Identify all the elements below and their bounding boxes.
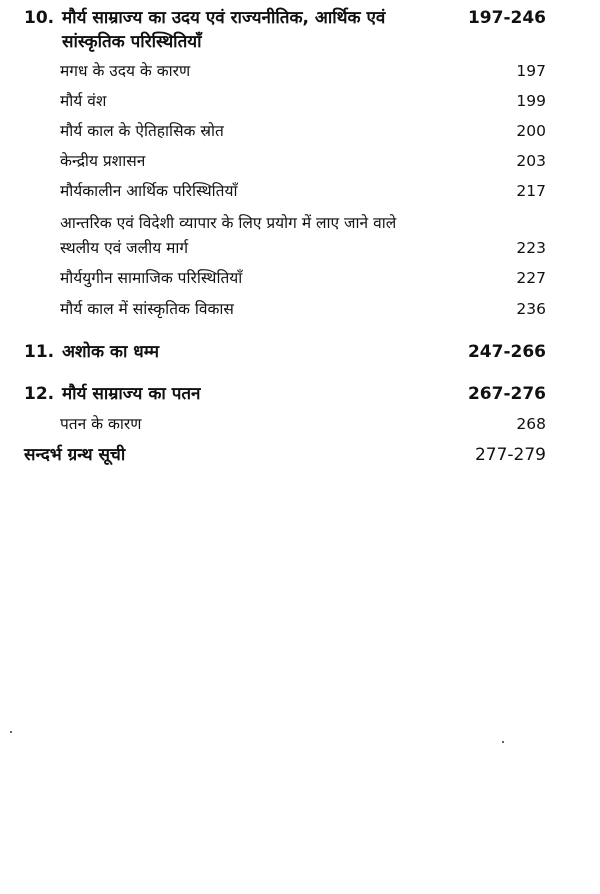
chapter-title: अशोक का धम्म — [62, 342, 160, 362]
entry-page: 203 — [516, 152, 546, 170]
entry-page: 223 — [516, 239, 546, 257]
bibliography-heading — [24, 443, 546, 467]
entry-title: आन्तरिक एवं विदेशी व्यापार के लिए प्रयोग में लाए जाने वाले स्थलीय एवं जलीय मार्ग — [60, 214, 397, 257]
entry-title: केन्द्रीय प्रशासन — [60, 152, 146, 170]
scan-speck — [502, 741, 504, 743]
entry-page: 268 — [516, 415, 546, 433]
entry-title: मौर्य वंश — [60, 92, 107, 110]
chapter-number: 11. — [24, 342, 55, 362]
chapter-title: मौर्य साम्राज्य का पतन — [62, 384, 201, 404]
entry-title: मौर्यकालीन आर्थिक परिस्थितियाँ — [60, 182, 238, 200]
entry-page: 236 — [516, 300, 546, 318]
bibliography-page-range: 277-279 — [474, 445, 546, 465]
entry-title: पतन के कारण — [60, 415, 142, 433]
toc-entry — [60, 211, 546, 263]
entry-page: 227 — [516, 269, 546, 287]
scan-speck — [10, 731, 12, 733]
chapter-number: 12. — [24, 384, 55, 404]
chapter-page-range: 267-276 — [467, 384, 546, 404]
bibliography-title: सन्दर्भ ग्रन्थ सूची — [24, 445, 126, 465]
entry-page: 217 — [516, 182, 546, 200]
chapter-number: 10. — [24, 8, 55, 28]
chapter-page-range: 247-266 — [467, 342, 546, 362]
chapter-page-range: 197-246 — [467, 8, 546, 28]
entry-title: मगध के उदय के कारण — [60, 62, 191, 80]
chapter-10-heading — [24, 6, 546, 54]
entry-title: मौर्ययुगीन सामाजिक परिस्थितियाँ — [60, 269, 243, 287]
entry-page: 197 — [516, 62, 546, 80]
entry-title: मौर्य काल में सांस्कृतिक विकास — [60, 300, 234, 318]
entry-title: मौर्य काल के ऐतिहासिक स्रोत — [60, 122, 224, 140]
entry-page: 200 — [516, 122, 546, 140]
entry-page: 199 — [516, 92, 546, 110]
chapter-title: मौर्य साम्राज्य का उदय एवं राज्यनीतिक, आर्थिक एवं सांस्कृतिक परिस्थितियाँ — [62, 8, 386, 52]
